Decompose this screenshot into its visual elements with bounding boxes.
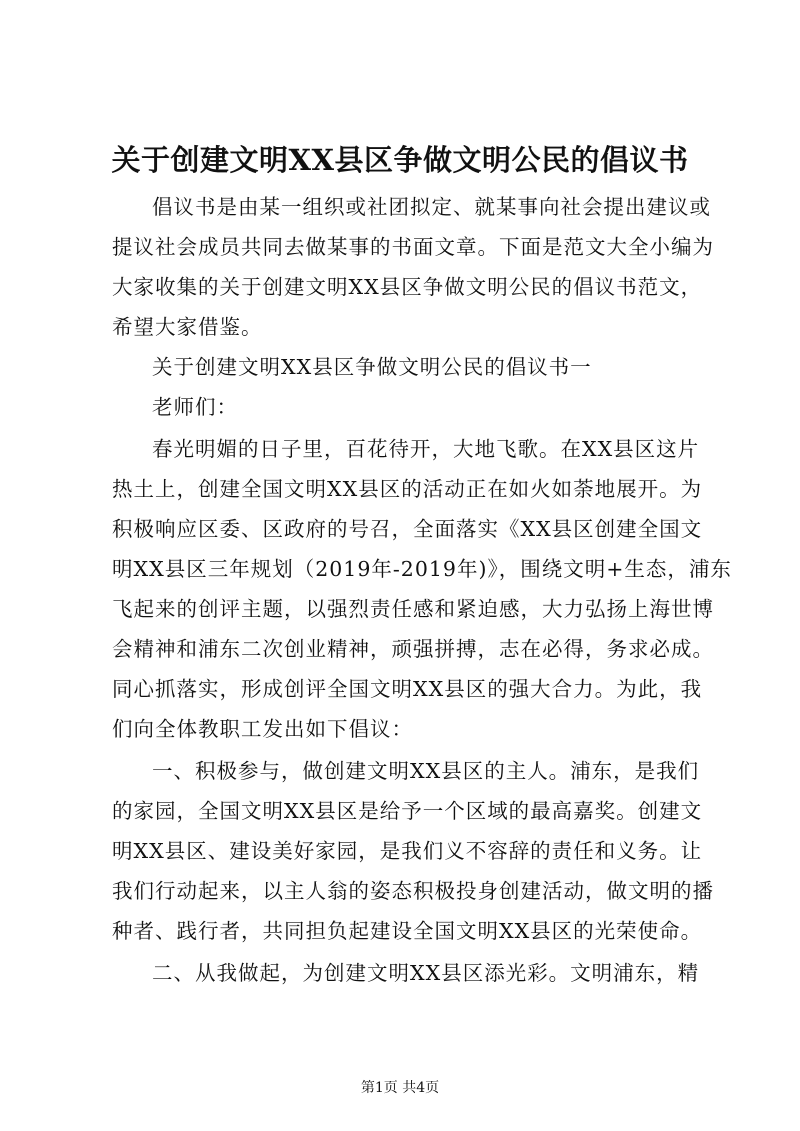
paragraph-1-line-1: 春光明媚的日子里，百花待开，大地飞歌。在XX县区这片: [152, 437, 700, 461]
paragraph-1-line-8: 们向全体教职工发出如下倡议：: [112, 717, 413, 741]
paragraph-1-line-4: 明XX县区三年规划（2019年-2019年)》，围绕文明+生态，浦东: [112, 557, 732, 581]
intro-line-2: 提议社会成员共同去做某事的书面文章。下面是范文大全小编为: [112, 235, 714, 259]
paragraph-2-line-5: 种者、践行者，共同担负起建设全国文明XX县区的光荣使命。: [112, 919, 703, 943]
page-footer: 第1页 共4页: [360, 1080, 440, 1096]
intro-line-4: 希望大家借鉴。: [112, 315, 263, 339]
paragraph-1-line-5: 飞起来的创评主题，以强烈责任感和紧迫感，大力弘扬上海世博: [112, 597, 714, 621]
paragraph-1-line-7: 同心抓落实，形成创评全国文明XX县区的强大合力。为此，我: [112, 677, 703, 701]
paragraph-2-line-4: 我们行动起来，以主人翁的姿态积极投身创建活动，做文明的播: [112, 879, 714, 903]
paragraph-1-line-6: 会精神和浦东二次创业精神，顽强拼搏，志在必得，务求必成。: [112, 637, 714, 661]
intro-line-1: 倡议书是由某一组织或社团拟定、就某事向社会提出建议或: [152, 195, 711, 219]
paragraph-1-line-3: 积极响应区委、区政府的号召，全面落实《XX县区创建全国文: [112, 517, 703, 541]
intro-line-3: 大家收集的关于创建文明XX县区争做文明公民的倡议书范文，: [112, 275, 703, 299]
paragraph-2-line-2: 的家园，全国文明XX县区是给予一个区域的最高嘉奖。创建文: [112, 799, 703, 823]
paragraph-2-line-1: 一、积极参与，做创建文明XX县区的主人。浦东，是我们: [152, 759, 700, 783]
paragraph-1-line-2: 热土上，创建全国文明XX县区的活动正在如火如荼地展开。为: [112, 477, 703, 501]
document-title: 关于创建文明XX县区争做文明公民的倡议书: [111, 143, 689, 177]
paragraph-2-line-3: 明XX县区、建设美好家园，是我们义不容辞的责任和义务。让: [112, 839, 703, 863]
section-heading: 关于创建文明XX县区争做文明公民的倡议书一: [152, 355, 592, 379]
salutation: 老师们：: [152, 395, 238, 419]
paragraph-3-line-1: 二、从我做起，为创建文明XX县区添光彩。文明浦东，精: [152, 961, 700, 985]
